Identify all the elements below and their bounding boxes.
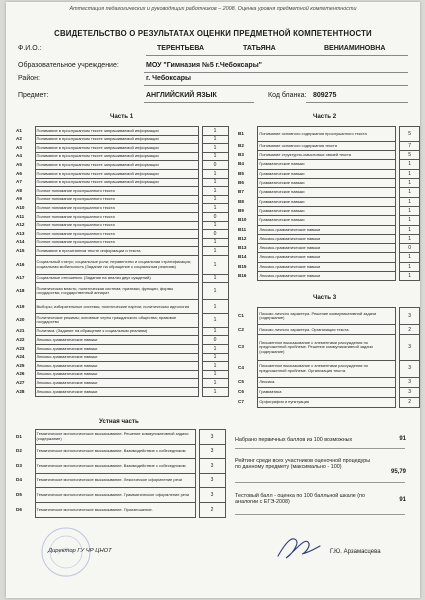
part3-title: Часть 3 — [313, 294, 337, 301]
item-code: В6 — [238, 180, 244, 186]
part1-title: Часть 1 — [110, 113, 134, 120]
item-description: Письменное высказывание с элементами рассуждения по предложенной проблеме. Решение коммуникативной задачи (содержание) — [258, 335, 396, 360]
header-note: Аттестация педагогических и руководящих работников – 2008. Оценка уровня предметной компетентности — [69, 6, 357, 12]
item-description: Лексико-грамматические навыки — [35, 370, 198, 379]
item-score: 1 — [202, 247, 228, 256]
item-description: Понимание в прослушанном тексте запрашиваемой информации — [35, 178, 198, 187]
item-code: С5 — [238, 379, 244, 385]
fio-label: Ф.И.О.: — [18, 45, 42, 52]
part1-row — [16, 336, 228, 345]
part1-row — [16, 212, 228, 221]
item-score: 7 — [400, 141, 420, 150]
part1-row — [16, 144, 228, 153]
item-code: С1 — [238, 312, 244, 318]
item-description: Грамматические навыки — [258, 179, 396, 188]
part2-row — [238, 127, 420, 142]
part1-row — [16, 314, 228, 328]
item-score: 1 — [400, 188, 420, 197]
item-description: Лексико-грамматические навыки — [258, 225, 396, 234]
item-description: Грамматика — [258, 387, 396, 397]
item-description: Грамматические навыки — [258, 216, 396, 225]
item-description: Лексика. — [258, 377, 396, 387]
item-score: 1 — [400, 272, 420, 281]
part3-row — [238, 397, 420, 407]
part3-row — [238, 325, 420, 335]
item-score: 1 — [202, 135, 228, 144]
item-description: Грамматические навыки — [258, 206, 396, 215]
item-code: С2 — [238, 326, 244, 332]
item-code: А23 — [16, 345, 25, 351]
rating-rule — [235, 482, 405, 483]
part3-row — [238, 308, 420, 325]
part2-table — [238, 126, 420, 281]
item-score: 3 — [199, 444, 225, 459]
item-description: Тематическое монологическое высказывание. Взаимодействие с собеседником — [35, 459, 195, 474]
item-score: 1 — [400, 262, 420, 271]
director-label: Директор ГУ ЧР ЦНОТ — [48, 548, 112, 554]
item-score: 1 — [202, 169, 228, 178]
item-description: Письмо личного характера. Организация текста. — [258, 325, 396, 335]
oral-table — [16, 429, 226, 518]
item-score: 1 — [202, 314, 228, 328]
part2-row — [238, 244, 420, 253]
part2-row — [238, 206, 420, 215]
item-description: Понимание структурно-смысловых связей текста — [258, 151, 396, 160]
director-name: Г.Ю. Арзамасцева — [330, 549, 381, 555]
item-description: Лексико-грамматические навыки — [35, 379, 198, 388]
oral-row — [16, 473, 225, 488]
part2-row — [238, 160, 420, 169]
item-description: Тематическое монологическое высказывание. Грамматическое оформление речи — [35, 488, 195, 503]
part1-row — [16, 283, 228, 300]
item-score: 3 — [199, 430, 225, 445]
item-score: 0 — [202, 336, 228, 345]
primary-score-value: 91 — [399, 436, 406, 442]
part1-row — [16, 127, 228, 136]
surname: ТЕРЕНТЬЕВА — [157, 45, 205, 52]
part2-row — [238, 216, 420, 225]
test-score-rule — [235, 514, 405, 515]
item-code: А24 — [16, 354, 25, 360]
item-description: Тематическое монологическое высказывание. Решение коммуникативной задачи (содержание) — [35, 430, 195, 445]
item-description: Понимание основного содержания прослушанного текста — [258, 127, 396, 142]
item-score: 1 — [202, 195, 228, 204]
part2-row — [238, 141, 420, 150]
item-code: А19 — [16, 303, 25, 309]
item-score: 0 — [202, 230, 228, 239]
item-description: Понимание основного содержания текста — [258, 141, 396, 150]
part2-row — [238, 272, 420, 281]
item-score: 1 — [202, 187, 228, 196]
item-score: 2 — [199, 502, 225, 517]
item-score: 0 — [400, 244, 420, 253]
item-score: 1 — [202, 178, 228, 187]
item-code: А10 — [16, 204, 25, 210]
part1-row — [16, 161, 228, 170]
part1-row — [16, 230, 228, 239]
item-code: D5 — [16, 491, 22, 497]
item-code: В8 — [238, 198, 244, 204]
item-score: 3 — [400, 387, 420, 397]
item-description: Грамматические навыки — [258, 188, 396, 197]
item-score: 0 — [202, 161, 228, 170]
item-score: 1 — [202, 327, 228, 336]
item-score: 5 — [400, 151, 420, 160]
item-score: 1 — [202, 283, 228, 300]
part1-row — [16, 370, 228, 379]
part1-row — [16, 238, 228, 247]
item-code: А21 — [16, 328, 25, 334]
part1-row — [16, 327, 228, 336]
oral-row — [16, 430, 225, 445]
item-description: Лексико-грамматические навыки — [35, 353, 198, 362]
item-score: 1 — [400, 160, 420, 169]
item-description: Полное понимание прослушанного текста — [35, 187, 198, 196]
item-code: А12 — [16, 222, 25, 228]
item-code: В12 — [238, 235, 247, 241]
item-score: 1 — [202, 353, 228, 362]
primary-score-rule — [235, 448, 405, 449]
item-code: А28 — [16, 388, 25, 394]
oral-row — [16, 459, 225, 474]
item-description: Политическая власть; политическая система; признаки, функции, формы государства; государственный аппарат — [35, 283, 198, 300]
item-code: А5 — [16, 161, 22, 167]
part1-row — [16, 195, 228, 204]
part1-row — [16, 221, 228, 230]
part1-row — [16, 255, 228, 274]
part1-row — [16, 178, 228, 187]
part2-row — [238, 188, 420, 197]
item-score: 1 — [202, 387, 228, 396]
part2-title: Часть 2 — [313, 113, 337, 120]
part3-row — [238, 360, 420, 377]
institution-label: Образовательное учреждение: — [18, 62, 119, 69]
item-description: Лексико-грамматические навыки — [258, 234, 396, 243]
item-code: А14 — [16, 239, 25, 245]
item-code: С7 — [238, 399, 244, 405]
item-code: А7 — [16, 179, 22, 185]
oral-title: Устная часть — [99, 418, 139, 425]
item-description: Письменное высказывание с элементами рассуждения по предложенной проблеме. Организация текста. — [258, 360, 396, 377]
item-score: 1 — [202, 221, 228, 230]
part1-row — [16, 247, 228, 256]
part2-row — [238, 234, 420, 243]
item-code: А27 — [16, 379, 25, 385]
item-score: 1 — [202, 255, 228, 274]
item-description: Орфография и пунктуация — [258, 397, 396, 407]
item-score: 1 — [202, 379, 228, 388]
oral-row — [16, 444, 225, 459]
item-score: 1 — [400, 206, 420, 215]
form-code-label: Код бланка: — [268, 92, 307, 99]
item-code: А11 — [16, 213, 25, 219]
item-code: А8 — [16, 187, 22, 193]
item-description: Полное понимание прослушанного текста — [35, 230, 198, 239]
item-score: 1 — [400, 253, 420, 262]
item-description: Лексико-грамматические навыки — [35, 387, 198, 396]
item-code: А2 — [16, 136, 22, 142]
part1-row — [16, 387, 228, 396]
subject-value: АНГЛИЙСКИЙ ЯЗЫК — [146, 92, 217, 99]
item-code: А18 — [16, 288, 25, 294]
item-description: Понимание в прослушанном тексте запрашиваемой информации — [35, 161, 198, 170]
item-code: А25 — [16, 362, 25, 368]
item-description: Грамматические навыки — [258, 160, 396, 169]
item-score: 1 — [202, 344, 228, 353]
item-score: 1 — [400, 234, 420, 243]
item-code: А4 — [16, 153, 22, 159]
part1-row — [16, 204, 228, 213]
part1-row — [16, 344, 228, 353]
seal-stamp — [36, 522, 96, 582]
patronymic: ВЕНИАМИНОВНА — [324, 45, 386, 52]
item-score: 1 — [202, 370, 228, 379]
item-score: 1 — [202, 204, 228, 213]
district-value: г. Чебоксары — [146, 75, 191, 82]
item-score: 5 — [400, 127, 420, 142]
test-score-label: Тестовый балл - оценка по 100 балльной шкале (по аналогии с ЕГЭ-2008) — [235, 493, 365, 506]
item-code: А13 — [16, 230, 25, 236]
item-code: А16 — [16, 261, 25, 267]
item-score: 3 — [199, 488, 225, 503]
district-label: Район: — [18, 75, 40, 82]
item-code: В7 — [238, 189, 244, 195]
item-description: Письмо личного характера. Решение коммуникативной задачи (содержание) — [258, 308, 396, 325]
item-description: Грамматические навыки — [258, 169, 396, 178]
item-score: 3 — [400, 308, 420, 325]
item-description: Политические режимы; основные черты гражданского общества; правовое государство — [35, 314, 198, 328]
item-description: Лексико-грамматические навыки — [35, 344, 198, 353]
item-score: 1 — [400, 197, 420, 206]
primary-score-label: Набрано первичных баллов из 100 возможных — [235, 437, 353, 443]
item-code: D6 — [16, 506, 22, 512]
item-score: 1 — [202, 238, 228, 247]
item-score: 3 — [199, 473, 225, 488]
item-description: Лексико-грамматические навыки — [35, 336, 198, 345]
item-code: А26 — [16, 371, 25, 377]
part2-row — [238, 169, 420, 178]
item-description: Социальные отношения. (Задание на анализ двух суждений) — [35, 274, 198, 283]
institution-underline — [144, 72, 408, 73]
oral-row — [16, 502, 225, 517]
item-description: Понимание в прослушанном тексте запрашиваемой информации — [35, 135, 198, 144]
item-score: 1 — [202, 144, 228, 153]
item-description: Выборы; избирательные системы; политические партии; политическая идеология — [35, 300, 198, 314]
item-score: 1 — [202, 362, 228, 371]
item-description: Тематическое монологическое высказывание. Взаимодействие с собеседником — [35, 444, 195, 459]
item-code: С6 — [238, 389, 244, 395]
item-score: 3 — [400, 335, 420, 360]
part1-row — [16, 169, 228, 178]
item-score: 3 — [400, 360, 420, 377]
oral-row — [16, 488, 225, 503]
form-code-value: 809275 — [313, 92, 337, 99]
item-code: А20 — [16, 317, 25, 323]
item-code: D4 — [16, 477, 22, 483]
item-description: Полное понимание прослушанного текста — [35, 204, 198, 213]
subject-underline — [144, 102, 254, 103]
item-code: В9 — [238, 207, 244, 213]
item-description: Понимание в прослушанном тексте запрашиваемой информации — [35, 127, 198, 136]
item-description: Тематическое монологическое высказывание. Лексическое оформление речи — [35, 473, 195, 488]
item-code: С4 — [238, 365, 244, 371]
part2-row — [238, 197, 420, 206]
item-description: Полное понимание прослушанного текста — [35, 238, 198, 247]
item-code: В16 — [238, 272, 247, 278]
item-description: Понимание в прочитанном тексте информации и текста — [35, 247, 198, 256]
certificate-sheet — [6, 2, 420, 598]
first-name: ТАТЬЯНА — [243, 45, 276, 52]
item-description: Грамматические навыки — [258, 197, 396, 206]
item-description: Тематическое монологическое высказывание. Произношение. — [35, 502, 195, 517]
item-code: D1 — [16, 433, 22, 439]
item-description: Полное понимание прослушанного текста — [35, 221, 198, 230]
item-code: В11 — [238, 226, 247, 232]
form-code-underline — [306, 102, 408, 103]
item-code: С3 — [238, 344, 244, 350]
part1-row — [16, 135, 228, 144]
item-code: В5 — [238, 170, 244, 176]
item-score: 1 — [400, 179, 420, 188]
item-code: А6 — [16, 170, 22, 176]
item-code: В10 — [238, 217, 247, 223]
part1-table — [16, 126, 229, 397]
part1-row — [16, 300, 228, 314]
page-title: СВИДЕТЕЛЬСТВО О РЕЗУЛЬТАТАХ ОЦЕНКИ ПРЕДМЕТНОЙ КОМПЕТЕНТНОСТИ — [54, 29, 372, 38]
item-code: В15 — [238, 263, 247, 269]
district-underline — [144, 85, 408, 86]
item-code: А1 — [16, 127, 22, 133]
part3-row — [238, 387, 420, 397]
rating-value: 95,79 — [390, 469, 406, 475]
subject-label: Предмет: — [18, 92, 49, 99]
item-code: В14 — [238, 254, 247, 260]
part2-row — [238, 262, 420, 271]
part2-row — [238, 179, 420, 188]
item-description: Полное понимание прослушанного текста — [35, 195, 198, 204]
item-description: Понимание в прослушанном тексте запрашиваемой информации — [35, 169, 198, 178]
item-description: Лексико-грамматические навыки — [258, 253, 396, 262]
item-description: Лексико-грамматические навыки — [258, 262, 396, 271]
item-code: А22 — [16, 336, 25, 342]
item-code: D3 — [16, 462, 22, 468]
item-code: А17 — [16, 275, 25, 281]
part2-row — [238, 225, 420, 234]
part1-row — [16, 187, 228, 196]
item-code: В3 — [238, 152, 244, 158]
part3-row — [238, 335, 420, 360]
part3-row — [238, 377, 420, 387]
item-code: А3 — [16, 144, 22, 150]
item-code: D2 — [16, 448, 22, 454]
part3-table — [238, 307, 420, 408]
item-score: 1 — [400, 216, 420, 225]
item-code: А15 — [16, 247, 25, 253]
part1-row — [16, 152, 228, 161]
part2-row — [238, 253, 420, 262]
item-score: 2 — [400, 397, 420, 407]
item-description: Лексико-грамматические навыки — [258, 272, 396, 281]
part1-row — [16, 274, 228, 283]
item-score: 1 — [202, 300, 228, 314]
item-code: В13 — [238, 245, 247, 251]
item-score: 3 — [199, 459, 225, 474]
part1-row — [16, 353, 228, 362]
part1-row — [16, 362, 228, 371]
item-score: 1 — [202, 152, 228, 161]
item-description: Лексико-грамматические навыки — [258, 244, 396, 253]
part1-row — [16, 379, 228, 388]
part2-row — [238, 151, 420, 160]
institution-value: МОУ "Гимназия №5 г.Чебоксары" — [146, 62, 262, 69]
item-description: Лексико-грамматические навыки — [35, 362, 198, 371]
item-code: В2 — [238, 142, 244, 148]
director-signature — [274, 530, 324, 564]
item-score: 0 — [202, 212, 228, 221]
fio-underline — [146, 55, 408, 56]
rating-label: Рейтинг среди всех участников оценочной процедуры по данному предмету (максимально - 100) — [235, 458, 371, 471]
item-score: 1 — [202, 274, 228, 283]
test-score-value: 91 — [399, 497, 406, 503]
item-description: Понимание в прослушанном тексте запрашиваемой информации — [35, 152, 198, 161]
item-description: Политика. (Задание на обращение к социальным реалиям) — [35, 327, 198, 336]
item-score: 3 — [400, 377, 420, 387]
item-code: В1 — [238, 130, 244, 136]
item-description: Понимание в прослушанном тексте запрашиваемой информации — [35, 144, 198, 153]
item-score: 1 — [400, 169, 420, 178]
item-code: А9 — [16, 196, 22, 202]
item-description: Социальный статус; социальные роли; неравенство и социальная стратификация; социальная мобильность (Задание на обращение к социальным реалиям) — [35, 255, 198, 274]
item-code: В4 — [238, 161, 244, 167]
item-score: 1 — [400, 225, 420, 234]
item-score: 1 — [202, 127, 228, 136]
item-score: 2 — [400, 325, 420, 335]
item-description: Полное понимание прослушанного текста — [35, 212, 198, 221]
